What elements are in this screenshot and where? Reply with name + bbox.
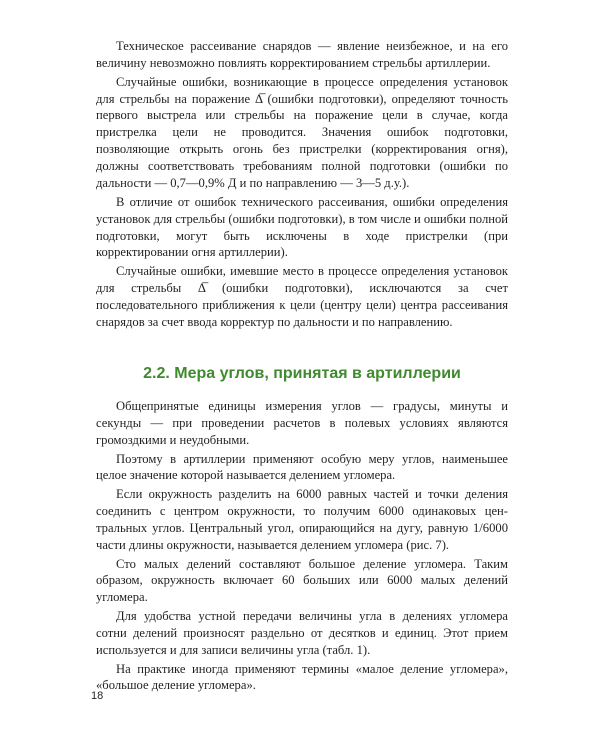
paragraph: Техническое рассеивание снарядов — явление неизбежное, и на его величину невозможно повлиять корректированием стрельбы артиллерии.	[96, 39, 508, 70]
page-number: 18	[91, 690, 104, 702]
section-heading: 2.2. Мера углов, принятая в артиллерии	[143, 365, 461, 382]
paragraph: Сто малых делений составляют большое деление угломера. Таким образом, окружность включает 60 больших или 6000 малых делений угломера.	[96, 556, 508, 605]
paragraph: Общепринятые единицы измерения углов — градусы, минуты и секунды — при проведении расчетов в полевых условиях являются громоздкими и неудобными.	[96, 399, 508, 447]
section-1-text	[96, 38, 508, 333]
paragraph: Случайные ошибки, возникающие в процессе определения установок для стрельбы на поражение Δ̅ (ошибки подготовки), определяют точность первого выстрела или стрельбы на поражение цели в случае, когда пристрелка цели не проводится. Значения ошибок подготовки, позволяющие открыть огонь без пристрелки (корректирования огня), должны соответствовать требованиям полной подготовки (ошибки по дальности — 0,7—0,9% Д и по направлению — 3—5 д.у.).	[96, 74, 508, 191]
paragraph: На практике иногда применяют термины «малое деление угломера», «большое деление угломера».	[96, 661, 508, 693]
paragraph: Случайные ошибки, имевшие место в процессе определения установок для стрельбы Δ̅ (ошибки подготовки), исключаются за счет последовательного приближения к цели (центру цели) центра рассеивания снарядов за счет ввода корректур по дальности и по направлению.	[96, 264, 508, 329]
paragraph: В отличие от ошибок технического рассеивания, ошибки определения установок для стрельбы (ошибки подготовки), в том числе и ошибки полной подготовки, могут быть исключены в ходе пристрелки (при корректировании огня артиллерии).	[96, 194, 509, 260]
paragraph: Если окружность разделить на 6000 равных частей и точки деления соединить с центром окружности, то получим 6000 одинаковых центральных углов. Центральный угол, опирающийся на дугу, равную 1/6000 части длины окружности, называется делением угломера (рис. 7).	[96, 487, 508, 552]
paragraph: Поэтому в артиллерии применяют особую меру углов, наименьшее целое значение которой называется делением угломера.	[96, 451, 508, 483]
paragraph: Для удобства устной передачи величины угла в делениях угломера сотни делений произносят раздельно от десятков и единиц. Этот прием используется и для записи величины угла (табл. 1).	[96, 609, 508, 657]
section-2-text	[96, 398, 508, 696]
